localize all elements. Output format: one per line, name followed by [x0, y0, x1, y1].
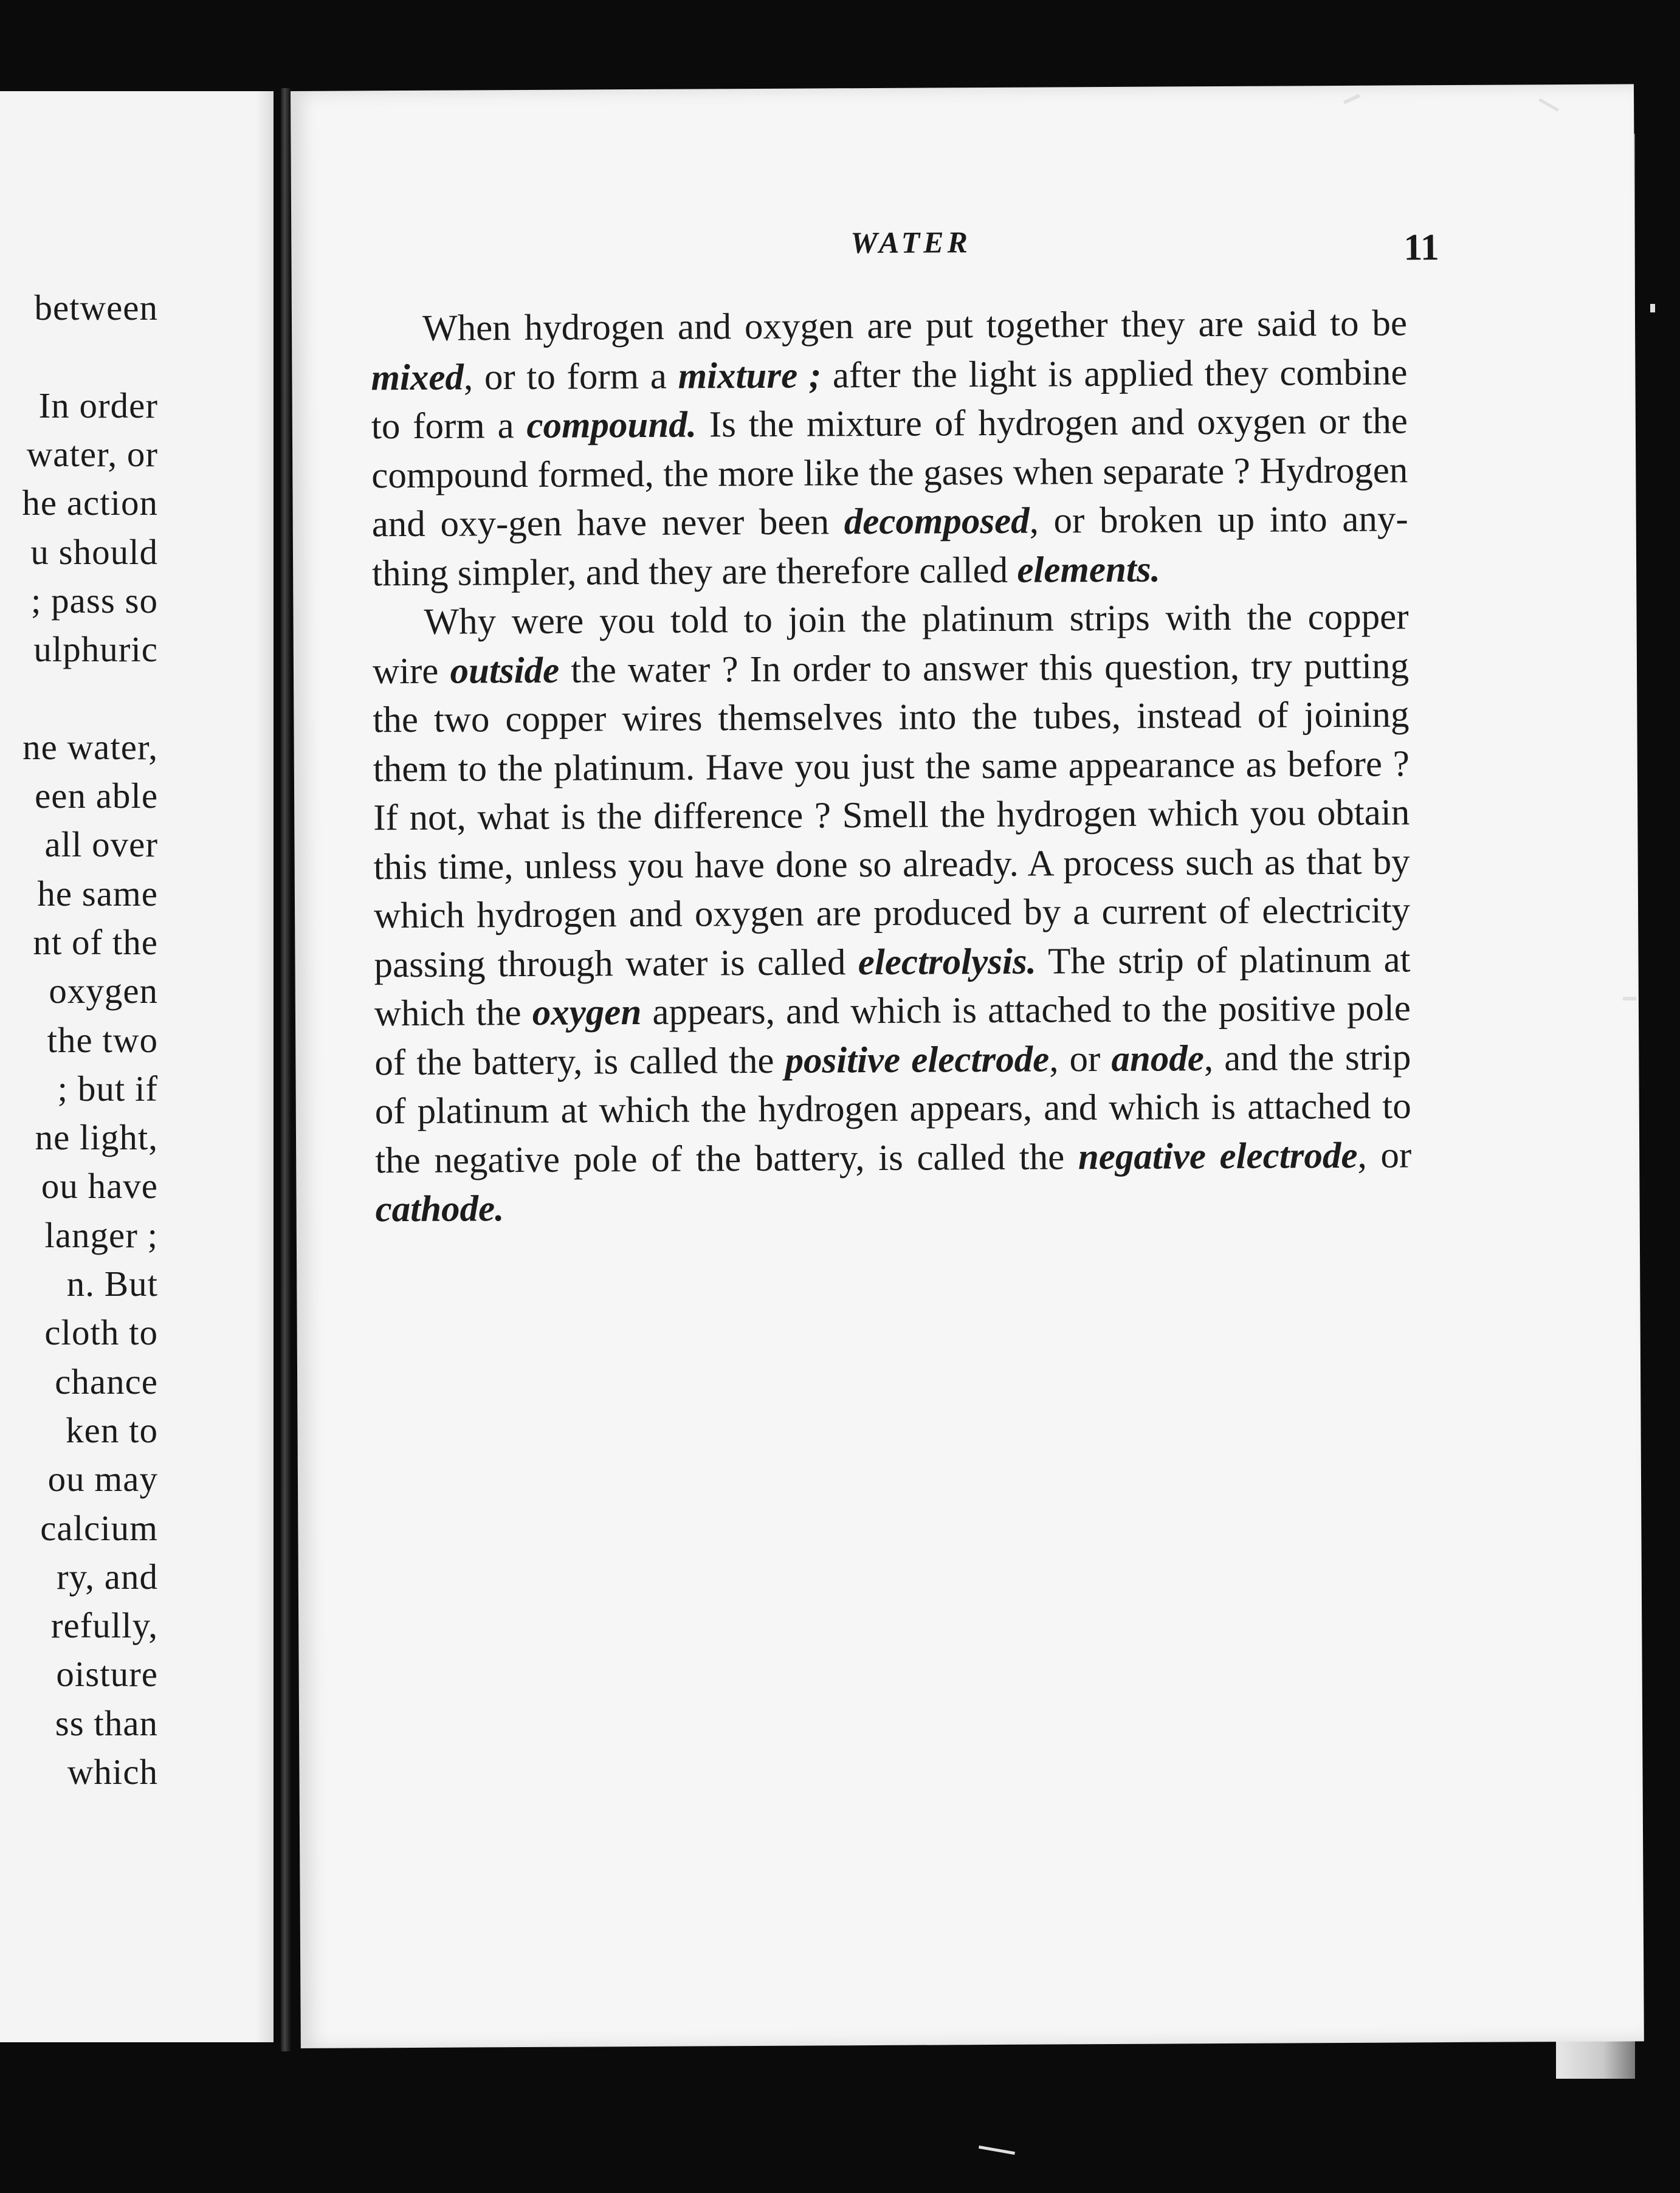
- text-run: , or broken up into any-thing simpler, and they are therefore called: [371, 498, 1408, 594]
- left-page-line-fragment: between: [34, 287, 158, 328]
- scan-speck: [979, 2146, 1015, 2155]
- text-run: the water ? In order to answer this question, try putting the two copper wires themselves into the tubes, instead of joining them to the platinum. Have you just the same appearance as before ? If not, what is the difference ? Smell the hydrogen which you obtain this time, unless you have done so already. A process such as that by which hydrogen and oxygen are produced by a current of electricity passing through water is called: [373, 645, 1411, 985]
- left-page-line-fragment: refully,: [50, 1605, 158, 1646]
- text-run: appears, and which is attached to the positive pole of the battery, is called the: [374, 988, 1411, 1083]
- italic-term: mixture ;: [678, 354, 822, 397]
- right-page: [291, 84, 1644, 2048]
- italic-term: compound.: [526, 404, 697, 446]
- left-page: [0, 91, 274, 2042]
- left-page-line-fragment: ; pass so: [31, 580, 158, 621]
- left-page-line-fragment: ou may: [47, 1459, 158, 1499]
- left-page-line-fragment: chance: [55, 1361, 158, 1402]
- running-head: WATER: [850, 225, 972, 260]
- body-text: [371, 299, 1412, 1234]
- text-run: , or: [1357, 1134, 1412, 1176]
- text-run: Why were you told to join the platinum strips with the copper wire: [372, 596, 1409, 692]
- left-page-line-fragment: In order: [38, 385, 158, 425]
- left-page-line-fragment: ; but if: [57, 1068, 158, 1109]
- paragraph: [372, 593, 1411, 1234]
- text-run: , or: [1049, 1038, 1112, 1079]
- italic-term: positive electrode: [785, 1038, 1050, 1081]
- scan-speck: [1623, 997, 1636, 1000]
- text-run: , or to form a: [463, 356, 678, 398]
- left-page-line-fragment: ss than: [55, 1702, 158, 1743]
- left-page-line-fragment: oisture: [56, 1654, 158, 1695]
- italic-term: negative electrode: [1078, 1135, 1358, 1177]
- italic-term: mixed: [371, 357, 464, 398]
- left-page-line-fragment: ulphuric: [33, 629, 158, 670]
- left-page-line-fragment: ken to: [66, 1410, 158, 1450]
- left-page-line-fragment: he action: [22, 483, 158, 523]
- paragraph: [371, 299, 1409, 598]
- left-page-line-fragment: ry, and: [56, 1556, 158, 1597]
- left-page-line-fragment: ou have: [41, 1166, 158, 1207]
- left-page-line-fragment: ne water,: [22, 726, 158, 767]
- left-page-line-fragment: een able: [35, 776, 158, 816]
- left-page-line-fragment: n. But: [66, 1264, 158, 1304]
- left-page-line-fragment: which: [67, 1752, 158, 1792]
- left-page-gutter: [255, 91, 274, 2042]
- italic-term: outside: [450, 650, 560, 692]
- italic-term: elements.: [1017, 549, 1161, 591]
- italic-term: electrolysis.: [858, 941, 1037, 983]
- italic-term: anode: [1111, 1038, 1205, 1079]
- page-number: 11: [1403, 227, 1440, 269]
- left-page-line-fragment: ne light,: [35, 1117, 158, 1158]
- text-run: after the light is applied they combine to form a: [371, 351, 1408, 447]
- italic-term: decomposed: [844, 500, 1030, 543]
- text-run: When hydrogen and oxygen are put together they are said to be: [422, 303, 1408, 349]
- italic-term: cathode.: [375, 1188, 504, 1230]
- text-run: The strip of platinum at which the: [374, 938, 1411, 1035]
- left-page-line-fragment: water, or: [26, 433, 158, 474]
- left-page-line-fragment: u should: [30, 531, 158, 572]
- left-page-line-fragment: oxygen: [49, 971, 158, 1011]
- left-page-line-fragment: cloth to: [44, 1312, 158, 1353]
- book-binding: [281, 88, 291, 2051]
- left-page-line-fragment: langer ;: [44, 1214, 158, 1255]
- left-page-line-fragment: calcium: [40, 1507, 158, 1548]
- scan-speck: [1650, 304, 1655, 312]
- italic-term: oxygen: [532, 991, 642, 1033]
- left-page-line-fragment: the two: [47, 1019, 158, 1060]
- text-run: , and the strip of platinum at which the hydrogen appears, and which is attached to the negative pole of the battery, is called the: [374, 1036, 1411, 1181]
- left-page-line-fragment: all over: [44, 824, 158, 865]
- text-run: Is the mixture of hydrogen and oxygen or the compound formed, the more like the gases when separate ? Hydrogen and oxy-gen have never been: [371, 401, 1408, 545]
- left-page-line-fragment: nt of the: [33, 921, 158, 962]
- left-page-line-fragment: he same: [37, 873, 158, 914]
